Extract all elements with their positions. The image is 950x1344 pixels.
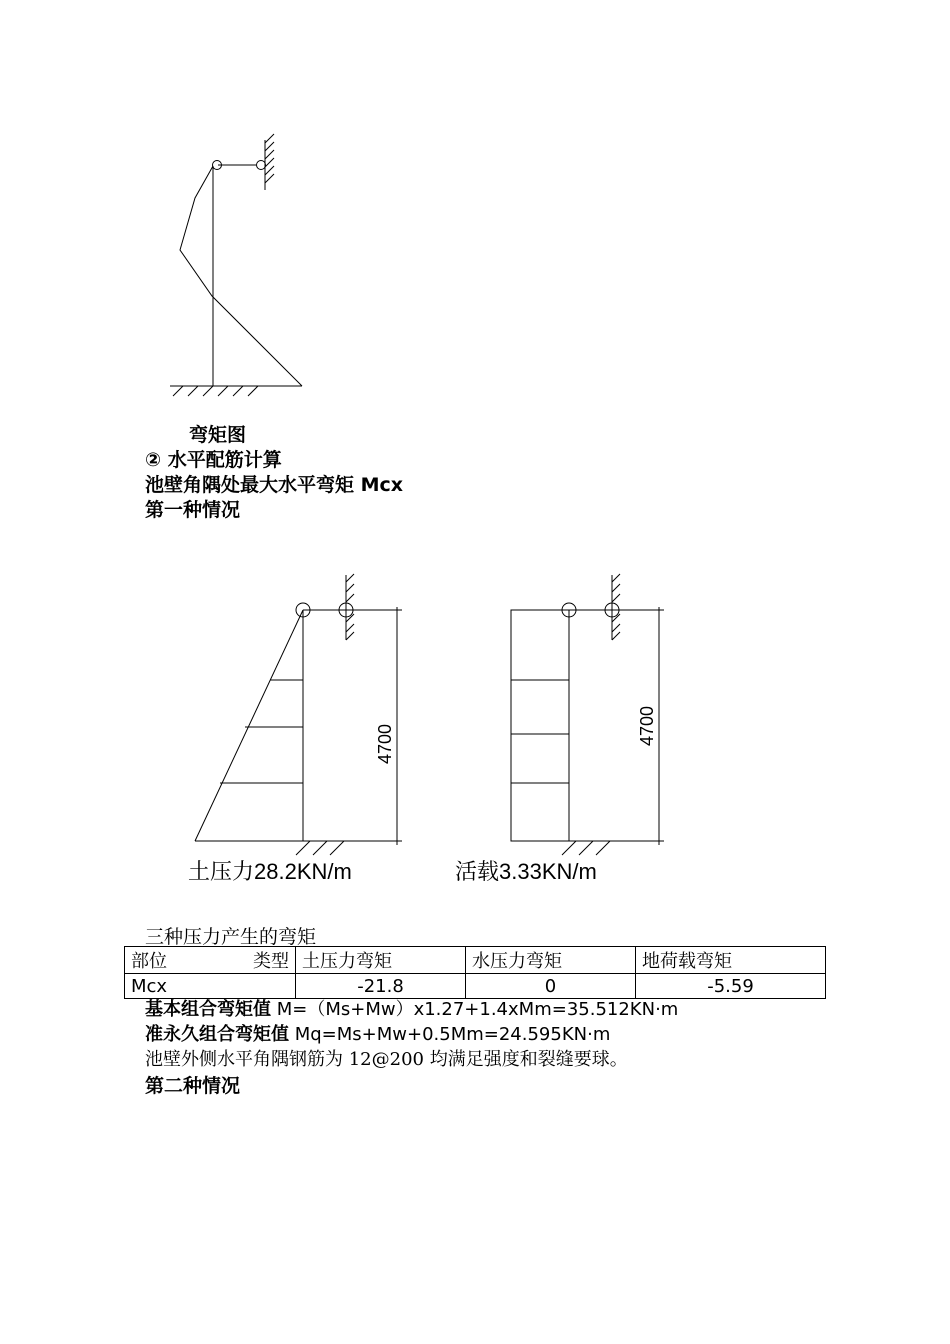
left-load-label: 土压力28.2KN/m <box>188 859 352 884</box>
row-water-moment: 0 <box>466 974 636 999</box>
basic-combination-label: 基本组合弯矩值 <box>145 999 271 1020</box>
hinge-right <box>257 161 266 170</box>
conclusion-text: 池壁外侧水平角隅钢筋为 12@200 均满足强度和裂缝要球。 <box>145 1049 628 1070</box>
heading-max-moment: 池壁角隅处最大水平弯矩 Mcx <box>145 474 404 496</box>
heading-case-one: 第一种情况 <box>145 499 241 521</box>
table-header-row <box>125 947 826 974</box>
right-load-rect <box>511 610 569 841</box>
moment-diagram-caption: 弯矩图 <box>189 424 247 446</box>
header-type: 类型 <box>253 951 289 972</box>
header-cell-position-type <box>125 947 296 974</box>
table-row <box>125 974 826 999</box>
header-earth-moment: 土压力弯矩 <box>296 947 466 974</box>
heading-horizontal-rebar: ② 水平配筋计算 <box>145 449 282 471</box>
left-triangle-hyp <box>195 610 303 841</box>
header-water-moment: 水压力弯矩 <box>466 947 636 974</box>
left-dimension-text: 4700 <box>375 723 395 765</box>
right-load-label: 活载3.33KN/m <box>455 859 597 884</box>
basic-combination-expr: M=（Ms+Mw）x1.27+1.4xMm=35.512KN·m <box>271 999 679 1020</box>
quasi-permanent-label: 准永久组合弯矩值 <box>145 1024 289 1045</box>
row-ground-load-moment: -5.59 <box>636 974 826 999</box>
row-earth-moment: -21.8 <box>296 974 466 999</box>
header-position: 部位 <box>131 951 167 972</box>
header-ground-load-moment: 地荷载弯矩 <box>636 947 826 974</box>
row-position: Mcx <box>125 974 296 999</box>
moment-table <box>124 946 826 999</box>
right-dimension-text: 4700 <box>637 705 657 747</box>
moment-curve <box>180 166 302 386</box>
quasi-permanent-line <box>145 1023 610 1047</box>
basic-combination-line <box>145 998 678 1022</box>
table-caption: 三种压力产生的弯矩 <box>145 926 317 948</box>
heading-case-two: 第二种情况 <box>145 1075 241 1097</box>
quasi-permanent-expr: Mq=Ms+Mw+0.5Mm=24.595KN·m <box>289 1024 611 1045</box>
